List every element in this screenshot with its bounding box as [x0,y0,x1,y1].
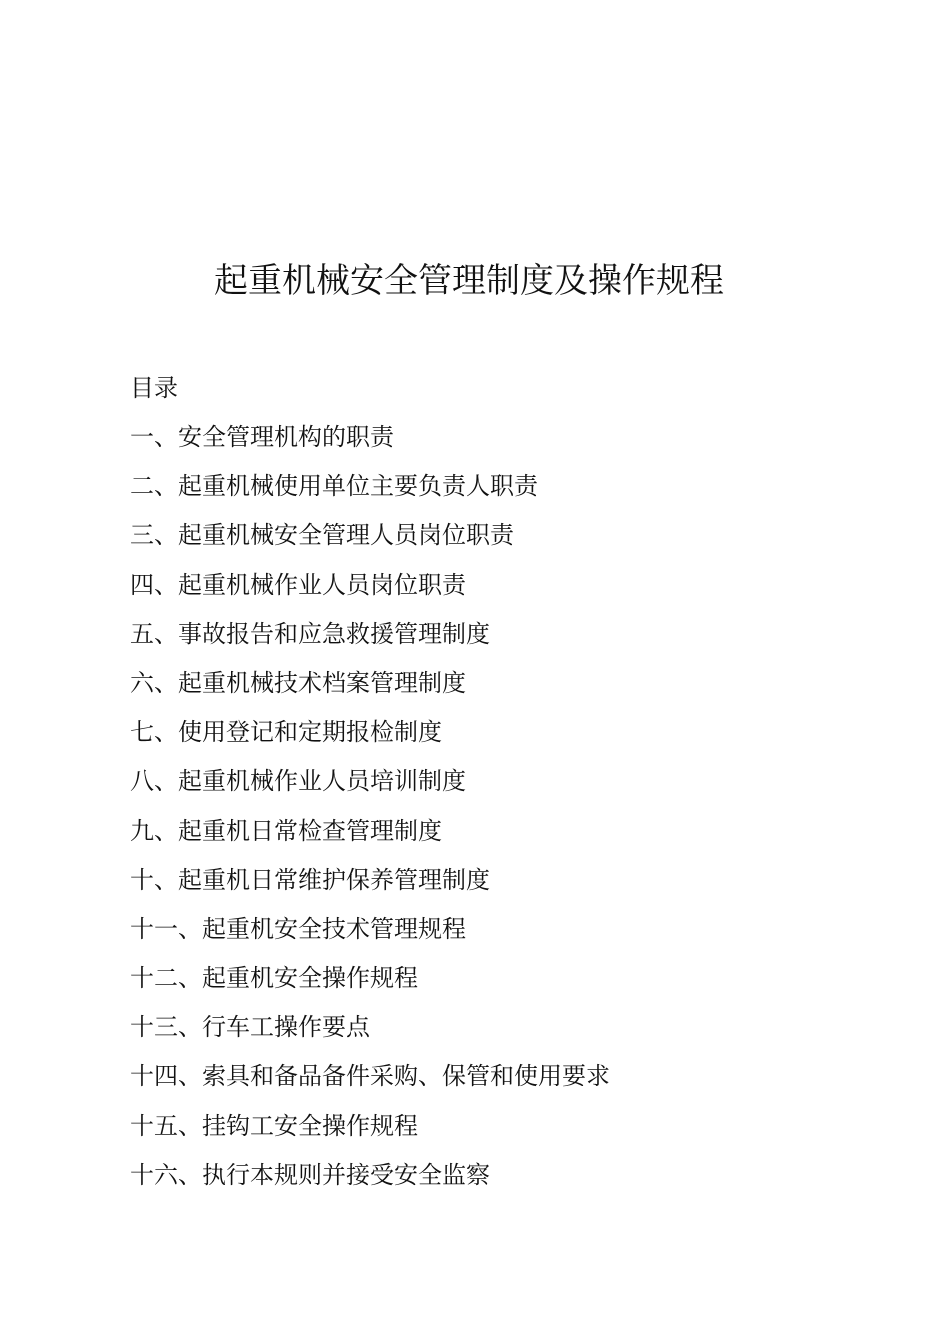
toc-item: 一、安全管理机构的职责 [130,423,394,451]
toc-item: 五、事故报告和应急救援管理制度 [130,619,490,648]
toc-item: 七、使用登记和定期报检制度 [130,718,442,747]
toc-item: 十三、行车工操作要点 [130,1013,370,1042]
toc-item: 四、起重机械作业人员岗位职责 [130,570,466,599]
toc-item: 八、起重机械作业人员培训制度 [130,767,466,796]
document-title: 起重机械安全管理制度及操作规程 [214,261,724,301]
toc-item: 六、起重机械技术档案管理制度 [130,668,466,697]
toc-item: 十一、起重机安全技术管理规程 [130,914,466,943]
toc-list [130,417,890,1204]
toc-item: 九、起重机日常检查管理制度 [130,816,442,845]
toc-item: 二、起重机械使用单位主要负责人职责 [130,472,538,501]
toc-item: 十四、索具和备品备件采购、保管和使用要求 [130,1062,610,1091]
toc-item: 十五、挂钩工安全操作规程 [130,1111,418,1140]
toc-item: 三、起重机械安全管理人员岗位职责 [130,521,514,550]
toc-item: 十、起重机日常维护保养管理制度 [130,865,490,894]
toc-item: 十六、执行本规则并接受安全监察 [130,1160,490,1189]
toc-heading: 目录 [130,374,178,402]
toc-item: 十二、起重机安全操作规程 [130,964,418,993]
table-of-contents [130,368,890,1204]
